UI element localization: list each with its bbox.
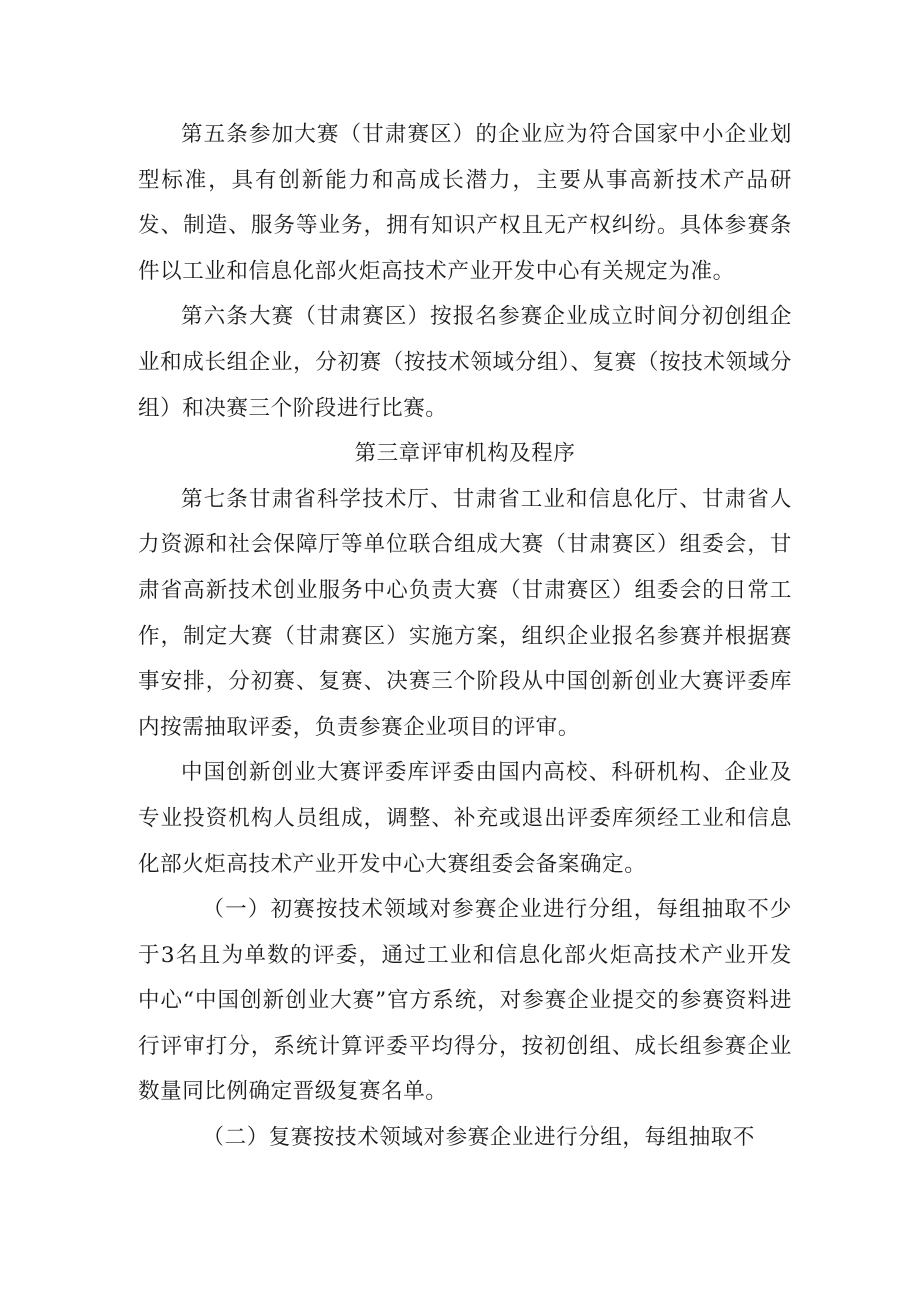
article-7-paragraph: 第七条甘肃省科学技术厅、甘肃省工业和信息化厅、甘肃省人力资源和社会保障厅等单位联合组成大赛（甘肃赛区）组委会，甘肃省高新技术创业服务中心负责大赛（甘肃赛区）组委会的日常工作，制定大赛（甘肃赛区）实施方案，组织企业报名参赛并根据赛事安排，分初赛、复赛、决赛三个阶段从中国创新创业大赛评委库内按需抽取评委，负责参赛企业项目的评审。: [138, 486, 792, 740]
preliminary-round-item: （一）初赛按技术领域对参赛企业进行分组，每组抽取不少于3名且为单数的评委，通过工业和信息化部火炬高技术产业开发中心“中国创新创业大赛”官方系统，对参赛企业提交的参赛资料进行评审打分，系统计算评委平均得分，按初创组、成长组参赛企业数量同比例确定晋级复赛名单。: [138, 897, 792, 1105]
semifinal-round-item: （二）复赛按技术领域对参赛企业进行分组，每组抽取不: [202, 1125, 756, 1151]
judge-pool-paragraph: 中国创新创业大赛评委库评委由国内高校、科研机构、企业及专业投资机构人员组成，调整、补充或退出评委库须经工业和信息化部火炬高技术产业开发中心大赛组委会备案确定。: [138, 760, 792, 877]
document-body: [138, 112, 792, 1161]
article-5-paragraph: 第五条参加大赛（甘肃赛区）的企业应为符合国家中小企业划型标准，具有创新能力和高成长潜力，主要从事高新技术产品研发、制造、服务等业务，拥有知识产权且无产权纠纷。具体参赛条件以工业和信息化部火炬高技术产业开发中心有关规定为准。: [138, 122, 792, 284]
article-6-paragraph: 第六条大赛（甘肃赛区）按报名参赛企业成立时间分初创组企业和成长组企业，分初赛（按技术领域分组）、复赛（按技术领域分组）和决赛三个阶段进行比赛。: [138, 304, 792, 421]
chapter-3-heading: 第三章评审机构及程序: [354, 441, 576, 467]
